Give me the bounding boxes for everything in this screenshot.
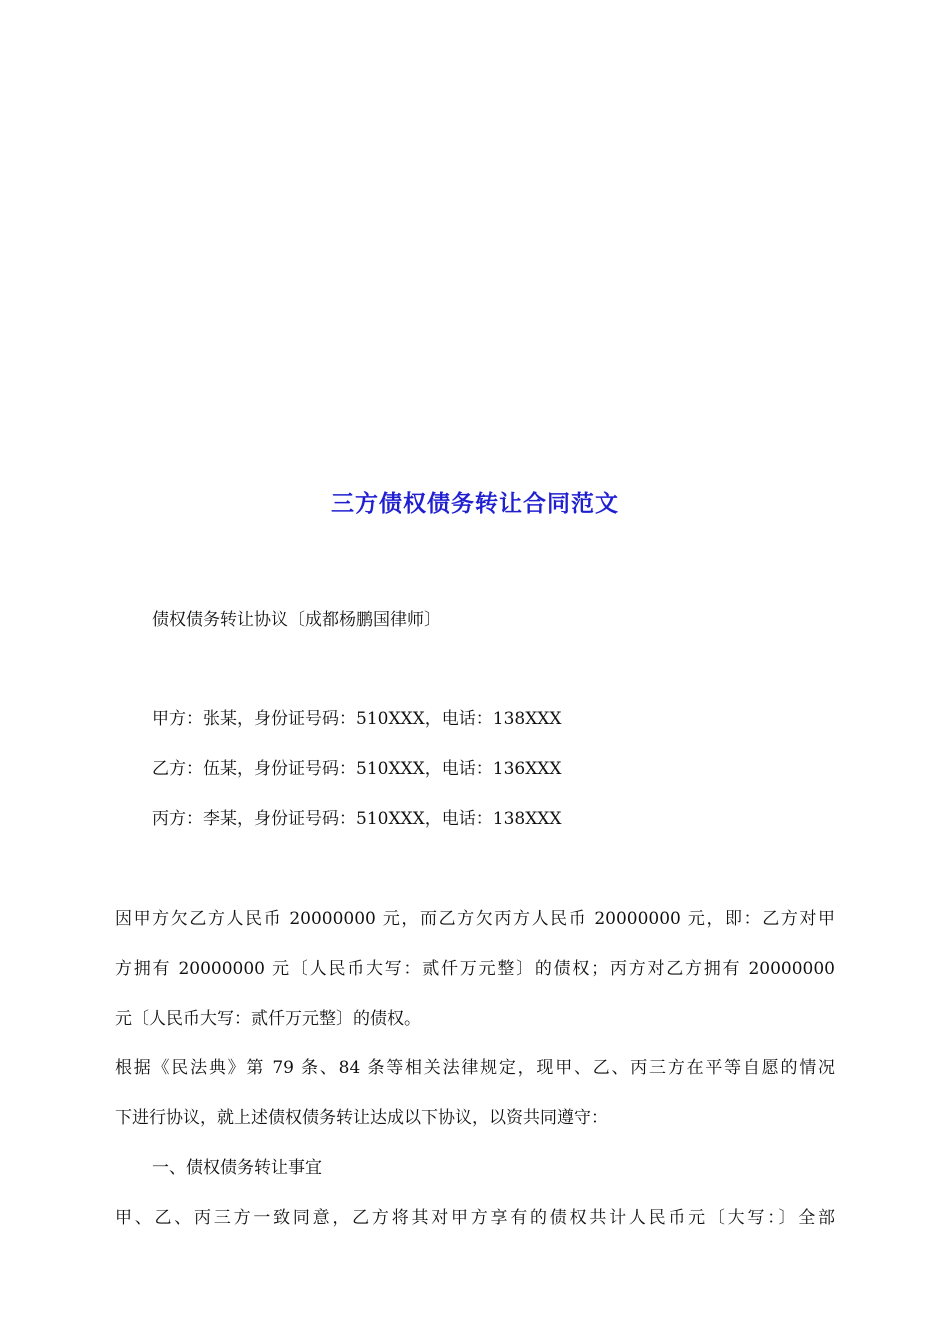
party-c-line: 丙方：李某，身份证号码：510XXX，电话：138XXX	[152, 809, 562, 829]
party-b-line: 乙方：伍某，身份证号码：510XXX，电话：136XXX	[152, 759, 562, 779]
party-a-line: 甲方：张某，身份证号码：510XXX，电话：138XXX	[152, 709, 562, 729]
paragraph-1-line-3: 元〔人民币大写：贰仟万元整〕的债权。	[115, 1009, 421, 1029]
document-title: 三方债权债务转让合同范文	[331, 491, 619, 517]
section-1-heading: 一、债权债务转让事宜	[152, 1158, 322, 1178]
section-1-line-1: 甲、乙、丙三方一致同意，乙方将其对甲方享有的债权共计人民币元〔大写：〕全部	[115, 1208, 835, 1228]
paragraph-1-line-1: 因甲方欠乙方人民币 20000000 元，而乙方欠丙方人民币 20000000 元，即：乙方对甲	[115, 909, 835, 929]
agreement-subtitle: 债权债务转让协议〔成都杨鹏国律师〕	[152, 610, 441, 630]
paragraph-2-line-2: 下进行协议，就上述债权债务转让达成以下协议，以资共同遵守：	[115, 1108, 608, 1128]
paragraph-2-line-1: 根据《民法典》第 79 条、84 条等相关法律规定，现甲、乙、丙三方在平等自愿的情况	[115, 1058, 835, 1078]
paragraph-1-line-2: 方拥有 20000000 元〔人民币大写：贰仟万元整〕的债权；丙方对乙方拥有 20000000	[115, 959, 835, 979]
